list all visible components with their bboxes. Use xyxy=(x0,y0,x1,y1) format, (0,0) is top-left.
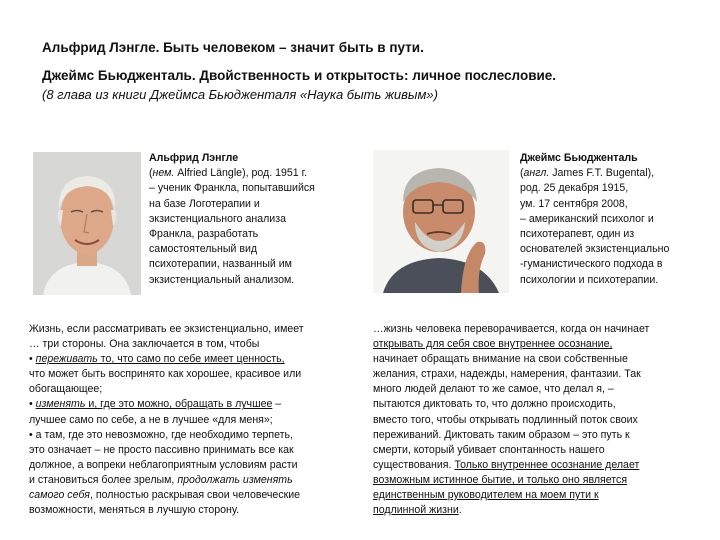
bio-langle xyxy=(149,151,344,288)
quote-line: лучшее само по себе, а не в лучшее «для меня»; xyxy=(29,413,273,426)
quote-line: единственным руководителем на моем пути к xyxy=(373,489,599,502)
bio-name: Альфрид Лэнгле xyxy=(149,152,239,164)
bio-line: самостоятельный вид xyxy=(149,243,258,256)
bio-line: экзистенциального анализа xyxy=(149,212,286,225)
quote-line: • а там, где это невозможно, где необходимо терпеть, xyxy=(29,428,293,441)
bio-line: Франкла, разработать xyxy=(149,228,259,241)
bio-line: – американский психолог и xyxy=(520,212,654,225)
quote-line: обогащающее; xyxy=(29,383,103,396)
bio-line: психологии и психотерапии. xyxy=(520,273,659,286)
bio-line: – ученик Франкла, попытавшийся xyxy=(149,182,315,195)
quote-line: что может быть воспринято как хорошее, красивое или xyxy=(29,368,302,381)
bio-line: -гуманистического подхода в xyxy=(520,258,663,271)
quote-line: самого себя, полностью раскрывая свои человеческие xyxy=(29,489,301,502)
bio-line: (англ. James F.T. Bugental), xyxy=(520,167,655,180)
quote-line: вместо того, чтобы открывать подлинный поток своих xyxy=(373,413,638,426)
title-bugental: Джеймс Бьюдженталь. Двойственность и открытость: личное послесловие. xyxy=(42,68,557,83)
quote-line: переживаний. Диктовать таким образом – это путь к xyxy=(373,428,630,441)
quote-line: возможным истинное бытие, и только оно является xyxy=(373,473,628,486)
bio-line: основателей экзистенциально xyxy=(520,243,670,256)
quote-line: должное, а вопреки неблагоприятным условиям расти xyxy=(29,458,298,471)
portrait-langle xyxy=(33,152,141,295)
quote-line: …жизнь человека переворачивается, когда он начинает xyxy=(373,323,650,335)
bio-line: ум. 17 сентября 2008, xyxy=(520,197,628,210)
quote-bugental xyxy=(373,322,693,518)
quote-line: и становиться более зрелым, продолжать изменять xyxy=(29,473,293,486)
bio-line: род. 25 декабря 1915, xyxy=(520,182,629,195)
bio-name: Джеймс Бьюдженталь xyxy=(520,152,638,164)
bio-line: на базе Логотерапии и xyxy=(149,197,260,210)
bio-line: экзистенциальный анализом. xyxy=(149,273,295,286)
quote-line: начинает обращать внимание на свои собственные xyxy=(373,353,628,366)
quote-line: это означает – не просто пассивно принимать все как xyxy=(29,443,294,456)
bio-line: психотерапевт, один из xyxy=(520,228,635,241)
subtitle-source: (8 глава из книги Джеймса Бьюдженталя «Наука быть живым») xyxy=(42,87,438,102)
quote-line: смерти, который убивает спонтанность нашего xyxy=(373,443,605,456)
bio-bugental xyxy=(520,151,705,288)
quote-line: … три стороны. Она заключается в том, чтобы xyxy=(29,338,260,351)
quote-line: существования. Только внутреннее осознание делает xyxy=(373,458,640,471)
quote-line: желания, страхи, надежды, намерения, фантазии. Так xyxy=(373,368,641,381)
bio-line: (нем. Alfried Längle), род. 1951 г. xyxy=(149,167,308,180)
quote-line: Жизнь, если рассматривать ее экзистенциально, имеет xyxy=(29,323,304,335)
quote-line: • изменять и, где это можно, обращать в лучшее – xyxy=(29,398,282,411)
quote-line: подлинной жизни. xyxy=(373,504,462,517)
quote-line: пытаются диктовать то, что должно происходить, xyxy=(373,398,616,411)
quote-line: много людей делают то же самое, что делал я, – xyxy=(373,383,614,396)
quote-line: • переживать то, что само по себе имеет ценность, xyxy=(29,353,285,366)
quote-langle xyxy=(29,322,341,518)
quote-line: возможности, меняться в лучшую сторону. xyxy=(29,504,240,517)
title-langle: Альфрид Лэнгле. Быть человеком – значит быть в пути. xyxy=(42,40,424,55)
bio-line: психотерапии, названный им xyxy=(149,258,292,271)
portrait-bugental xyxy=(373,150,509,293)
quote-line: открывать для себя свое внутреннее осознание, xyxy=(373,338,613,351)
